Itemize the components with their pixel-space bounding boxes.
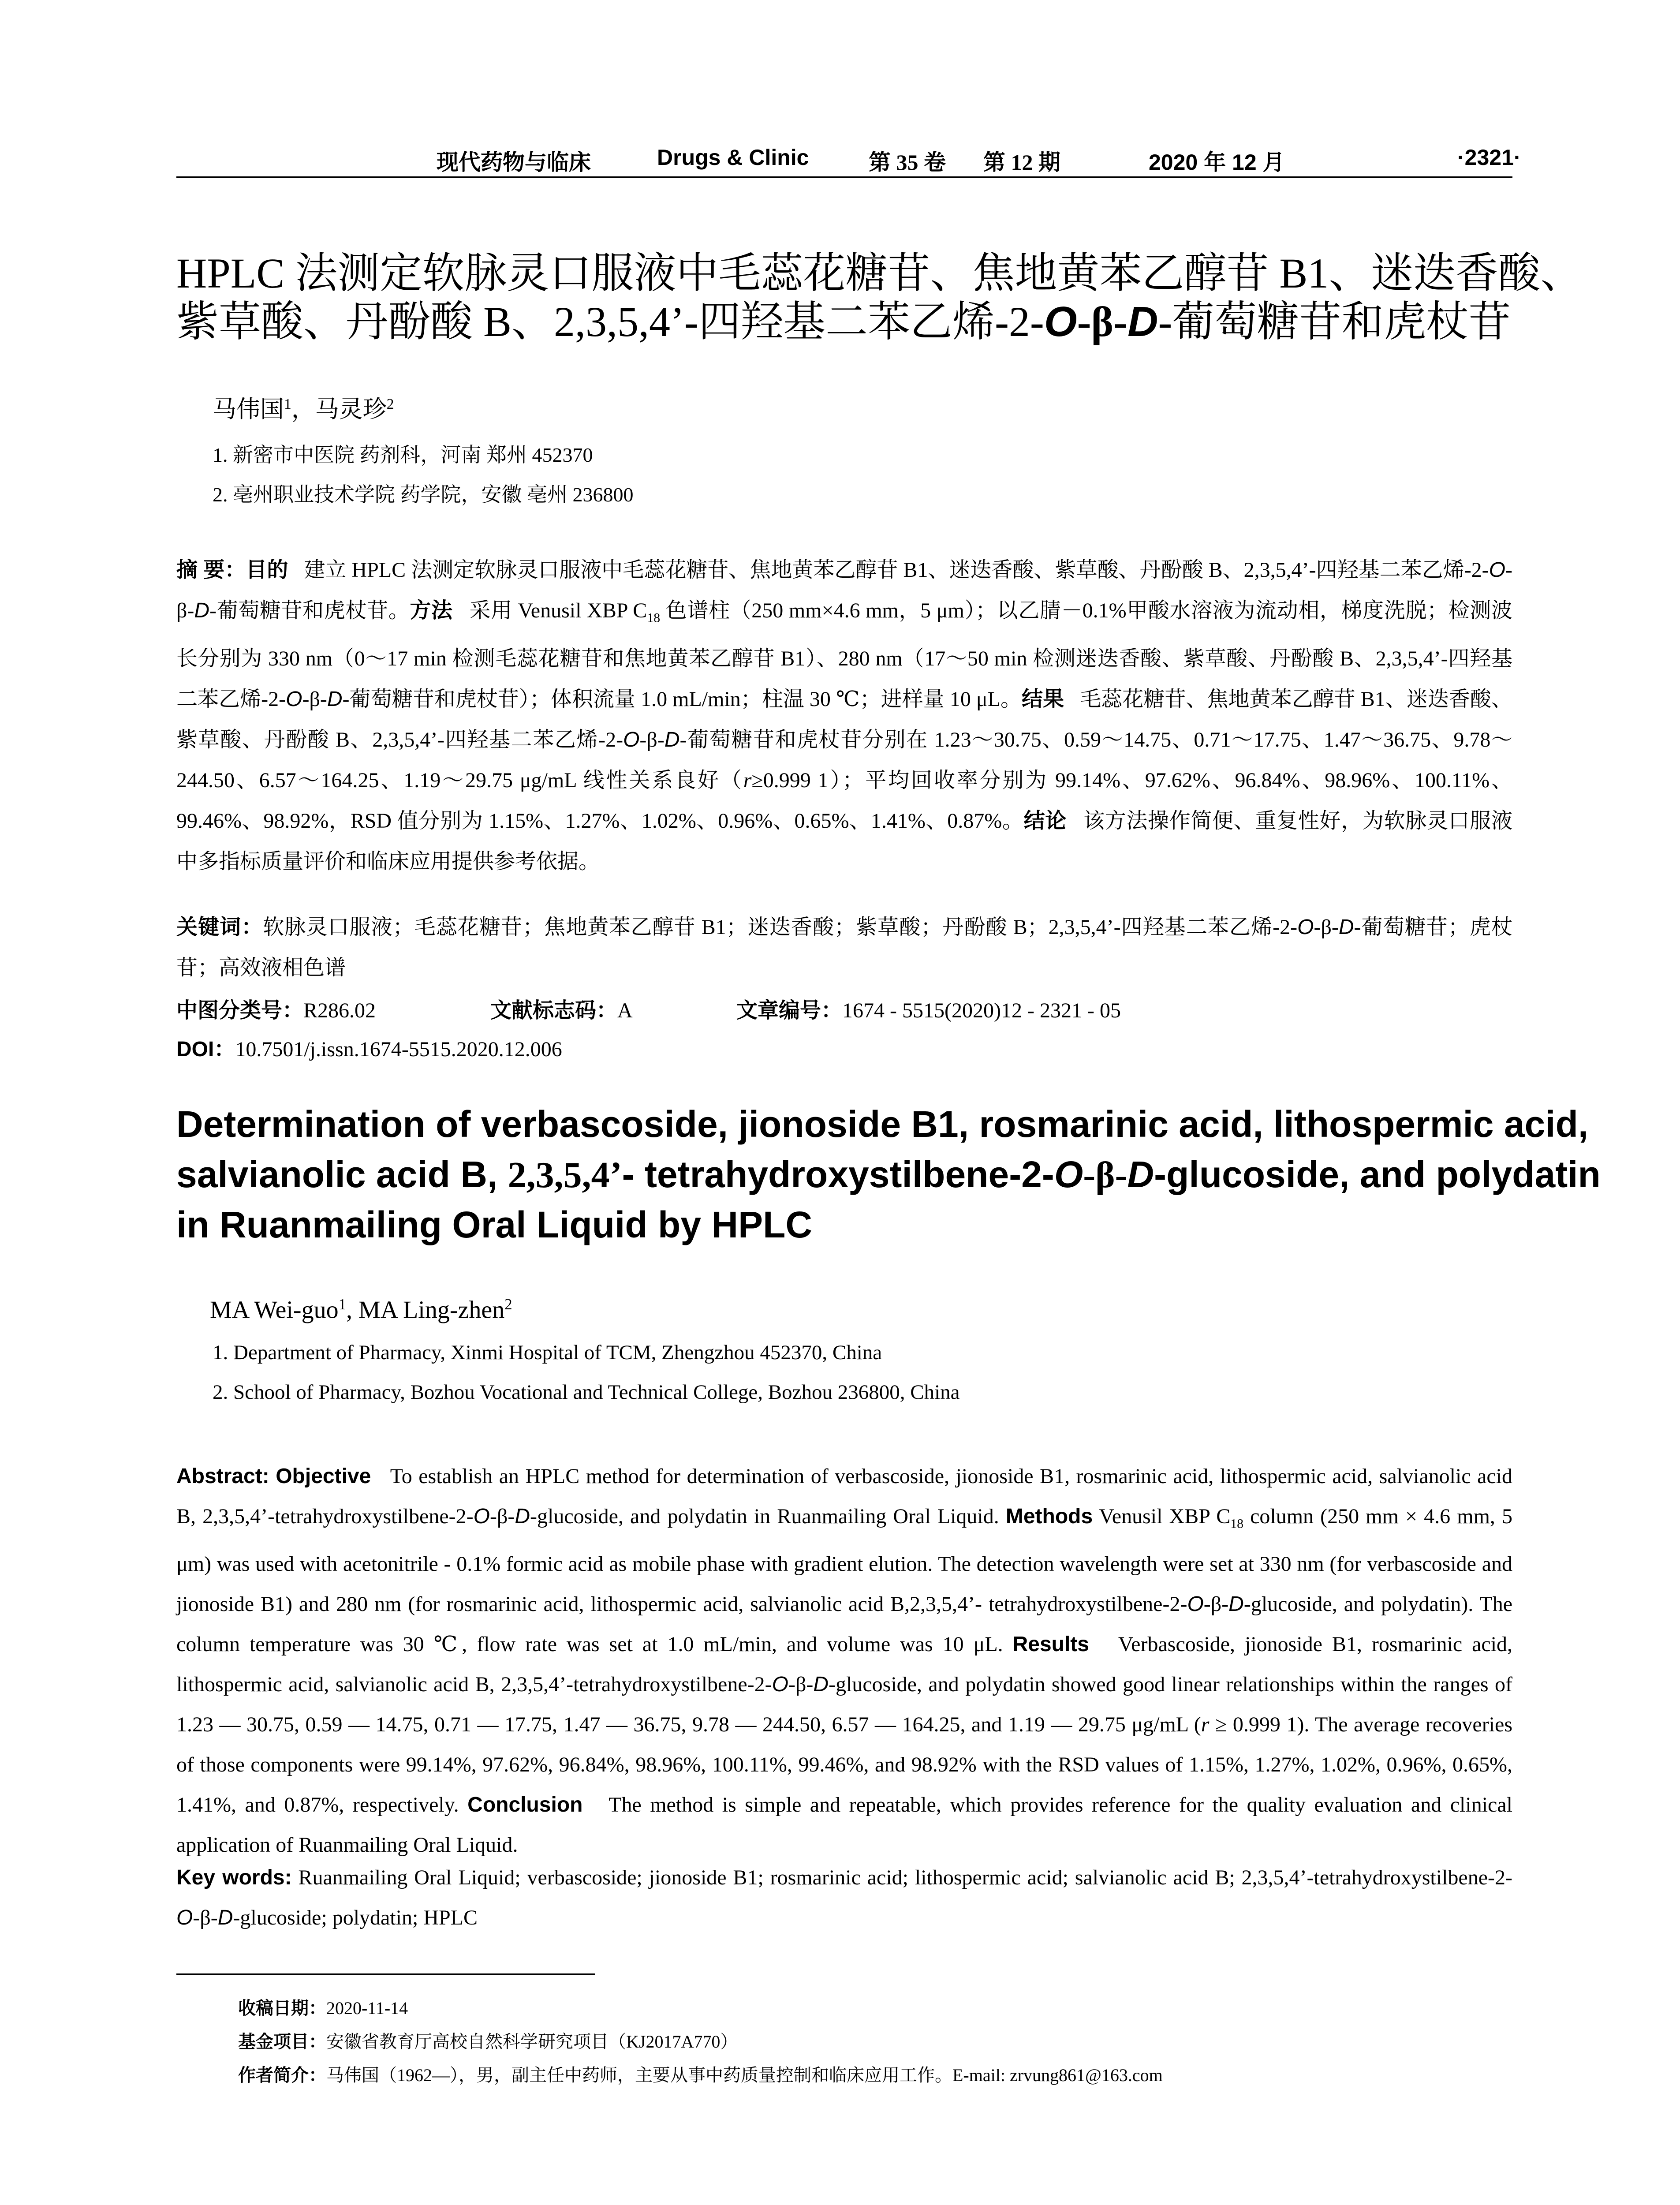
author-en-2-affiliation: 2 [504, 1296, 512, 1313]
beta: -β- [302, 687, 327, 711]
author-en-1-affiliation: 1 [338, 1296, 346, 1313]
beta: -β- [489, 1505, 515, 1528]
abstract-cn-text: -葡萄糖苷和虎杖苷。 [209, 599, 410, 622]
title-en-line-2 [176, 1149, 1601, 1200]
keywords-en-text: -glucoside; polydatin; HPLC [233, 1906, 478, 1929]
title-cn-beta: -β- [1077, 298, 1128, 345]
keywords-en-label: Key words: [176, 1866, 292, 1889]
title-en-part: salvianolic acid B, [176, 1154, 508, 1195]
title-en-italic-d: D [1127, 1154, 1154, 1195]
authors-en [210, 1296, 512, 1324]
title-cn-italic-o: O [1044, 298, 1077, 345]
abstract-cn-text: -葡萄糖苷和虎杖苷）；体积流量 1.0 mL/min；柱温 30 ℃；进样量 10 μL。 [342, 687, 1022, 711]
running-header [176, 140, 1521, 180]
title-en-part: - tetrahydroxystilbene-2- [622, 1154, 1054, 1195]
abstract-cn-text: 建立 HPLC 法测定软脉灵口服液中毛蕊花糖苷、焦地黄苯乙醇苷 B1、迷迭香酸、紫草酸、丹酚酸 B、2,3,5,4’-四羟基二苯乙烯-2- [304, 558, 1489, 582]
keywords-en-text: Ruanmailing Oral Liquid; verbascoside; jionoside B1; rosmarinic acid; lithospermic acid; salvianolic acid B; 2,3,5,4’-tetrahydroxystilbene-2- [298, 1866, 1513, 1889]
footnote-received [238, 1994, 408, 2019]
footnote-fund [238, 2028, 738, 2053]
title-cn-part: -葡萄糖苷和虎杖苷 [1158, 298, 1511, 345]
keywords-cn-text: -葡萄糖苷；虎杖苷；高效液相色谱 [176, 916, 1512, 979]
abstract-en-text: To establish an HPLC method for determination of verbascoside, jionoside B1, rosmarinic acid, lithospermic acid, salvianolic acid B, 2,3,5,4’-tetrahydroxystilbene-2- [176, 1465, 1513, 1528]
fund-label: 基金项目： [238, 2032, 326, 2052]
italic-d: D [515, 1505, 530, 1528]
issue: 第 12 期 [983, 150, 1060, 175]
abstract-en-label: Abstract: [176, 1465, 269, 1488]
abstract-en-text: -glucoside, and polydatin in Ruanmailing Oral Liquid. [530, 1505, 999, 1528]
journal-name-cn: 现代药物与临床 [437, 150, 591, 175]
journal-name-en: Drugs & Clinic [657, 145, 809, 170]
beta: -β- [639, 728, 665, 751]
volume: 第 35 卷 [869, 150, 946, 175]
title-en-beta: -β- [1083, 1155, 1127, 1196]
doi-label: DOI： [176, 1038, 235, 1061]
affiliation-en-2: 2. School of Pharmacy, Bozhou Vocational and Technical College, Bozhou 236800, China [213, 1381, 960, 1404]
author-cn-2: 马灵珍 [315, 396, 387, 422]
abstract-cn-text: 毛蕊花糖苷、焦地黄苯乙醇苷 B1、迷迭香酸、紫草酸、丹酚酸 B、2,3,5,4’-四羟基二苯乙烯-2- [176, 687, 1512, 751]
results-en-label: Results [1012, 1632, 1089, 1656]
beta: -β- [788, 1672, 814, 1696]
italic-d: D [327, 687, 343, 711]
title-en-number: 2,3,5,4’ [508, 1155, 622, 1196]
author-cn-1: 马伟国 [213, 396, 284, 422]
italic-d: D [1338, 916, 1354, 939]
doi-value: 10.7501/j.issn.1674-5515.2020.12.006 [235, 1038, 562, 1061]
bio-label: 作者简介： [238, 2066, 326, 2085]
title-en-line-3: in Ruanmailing Oral Liquid by HPLC [176, 1204, 813, 1245]
author-separator: , [346, 1296, 358, 1324]
objective-cn-label: 目的 [246, 558, 288, 582]
methods-en-label: Methods [1005, 1505, 1093, 1528]
author-cn-2-affiliation: 2 [386, 396, 394, 412]
abstract-en-text: The method is simple and repeatable, which provides reference for the quality evaluation and clinical application of Ruanmailing Oral Liquid. [176, 1793, 1513, 1857]
abstract-en-text: -glucoside, and polydatin showed good linear relationships within the ranges of 1.23 — 30.75, 0.59 — 14.75, 0.71 — 17.75, 1.47 — 36.75, 9.78 — 244.50, 6.57 — 164.25, and 1.19 — 29.75 μg/mL ( [176, 1672, 1513, 1736]
footnote-author-bio [238, 2061, 1163, 2086]
fund-text: 安徽省教育厅高校自然科学研究项目（KJ2017A770） [326, 2032, 738, 2052]
italic-d: D [664, 728, 680, 751]
subscript: 18 [647, 610, 661, 625]
author-en-2: MA Ling-zhen [358, 1296, 505, 1324]
clc-label: 中图分类号： [176, 999, 304, 1022]
header-rule [176, 176, 1512, 178]
affiliation-en-1: 1. Department of Pharmacy, Xinmi Hospital of TCM, Zhengzhou 452370, China [213, 1341, 882, 1364]
author-cn-1-affiliation: 1 [284, 396, 291, 412]
subscript: 18 [1230, 1516, 1243, 1531]
abstract-en [176, 1456, 1512, 1865]
affiliation-cn-1: 1. 新密市中医院 药剂科，河南 郑州 452370 [213, 444, 593, 466]
italic-o: O [1297, 916, 1314, 939]
article-number [736, 993, 1121, 1024]
results-cn-label: 结果 [1022, 687, 1064, 711]
title-cn-line-1-text: HPLC 法测定软脉灵口服液中毛蕊花糖苷、焦地黄苯乙醇苷 B1、迷迭香酸、 [176, 250, 1583, 297]
art-label: 文章编号： [736, 999, 843, 1022]
keywords-cn-text: 软脉灵口服液；毛蕊花糖苷；焦地黄苯乙醇苷 B1；迷迭香酸；紫草酸；丹酚酸 B；2,3,5,4’-四羟基二苯乙烯-2- [263, 916, 1298, 939]
beta: -β- [1203, 1592, 1229, 1616]
beta: -β- [176, 558, 1512, 622]
page-number: ·2321· [1457, 145, 1521, 170]
beta: -β- [193, 1906, 218, 1929]
received-label: 收稿日期： [238, 1999, 326, 2018]
italic-o: O [772, 1672, 788, 1696]
authors-cn [213, 390, 394, 424]
abstract-cn-text: 色谱柱（250 mm×4.6 mm，5 μm）；以乙腈－0.1%甲酸水溶液为流动相，梯度洗脱；检测波长分别为 330 nm（0～17 min 检测毛蕊花糖苷和焦地黄苯乙醇苷 B1）、280 nm（17～50 min 检测迷迭香酸、紫草酸、丹酚酸 B、2,3,5,4’-四羟基二苯乙烯-2- [176, 599, 1512, 711]
italic-o: O [176, 1906, 193, 1929]
art-value: 1674 - 5515(2020)12 - 2321 - 05 [842, 999, 1121, 1022]
doi-line [176, 1032, 562, 1062]
italic-o: O [623, 728, 640, 751]
issue-date: 2020 年 12 月 [1149, 150, 1285, 175]
objective-en-label: Objective [276, 1465, 371, 1488]
clc-value: R286.02 [303, 999, 376, 1022]
italic-r: r [743, 768, 752, 792]
conclusion-cn-label: 结论 [1023, 809, 1067, 833]
abstract-en-text: Venusil XBP C [1099, 1505, 1231, 1528]
italic-d: D [194, 599, 210, 622]
received-date: 2020-11-14 [326, 1998, 408, 2018]
abstract-cn-text: 采用 Venusil XBP C [469, 599, 647, 622]
abstract-cn-text: ≥0.999 1）；平均回收率分别为 99.14%、97.62%、96.84%、98.96%、100.11%、99.46%、98.92%，RSD 值分别为 1.15%、1.27%、1.02%、0.96%、0.65%、1.41%、0.87%。 [176, 768, 1512, 833]
italic-r: r [1201, 1712, 1210, 1736]
doc-value: A [617, 999, 633, 1022]
conclusion-en-label: Conclusion [467, 1793, 583, 1816]
keywords-cn [176, 907, 1512, 988]
italic-o: O [473, 1505, 490, 1528]
classification-line [176, 993, 376, 1024]
bio-text: 马伟国（1962—），男，副主任中药师，主要从事中药质量控制和临床应用工作。E-mail: zrvung861@163.com [326, 2065, 1163, 2085]
title-cn-line-2 [176, 295, 1521, 348]
document-code [490, 993, 633, 1024]
keywords-en [176, 1857, 1512, 1938]
abstract-en-text: column (250 mm × 4.6 mm, 5 μm) was used with acetonitrile - 0.1% formic acid as mobile phase with gradient elution. The detection wavelength were set at 330 nm (for verbascoside and jionoside B1) and 280 nm (for rosmarinic acid, lithospermic acid, salvianolic acid B,2,3,5,4’- tetrahydroxystilbene-2- [176, 1505, 1513, 1616]
abstract-cn [176, 550, 1512, 882]
author-en-1: MA Wei-guo [210, 1296, 339, 1324]
italic-d: D [217, 1906, 233, 1929]
abstract-cn-label: 摘 要： [176, 558, 246, 582]
italic-d: D [1228, 1592, 1244, 1616]
author-separator: ， [291, 396, 315, 422]
title-cn-italic-d: D [1127, 298, 1158, 345]
abstract-en-text: ≥ 0.999 1). The average recoveries of those components were 99.14%, 97.62%, 96.84%, 98.96%, 100.11%, 99.46%, and 98.92% with the RSD values of 1.15%, 1.27%, 1.02%, 0.96%, 0.65%, 1.41%, and 0.87%, respectively. [176, 1712, 1512, 1816]
doc-label: 文献标志码： [490, 999, 618, 1022]
methods-cn-label: 方法 [410, 599, 453, 622]
italic-d: D [813, 1672, 829, 1696]
abstract-cn-text: -葡萄糖苷和虎杖苷分别在 1.23～30.75、0.59～14.75、0.71～17.75、1.47～36.75、9.78～244.50、6.57～164.25、1.19～29.75 μg/mL 线性关系良好（ [176, 728, 1512, 792]
italic-o: O [1489, 558, 1506, 582]
keywords-cn-label: 关键词： [176, 916, 263, 939]
affiliation-cn-2: 2. 亳州职业技术学院 药学院，安徽 亳州 236800 [213, 483, 634, 506]
title-cn-line-1 [176, 247, 1583, 300]
footnote-rule [176, 1973, 595, 1975]
title-en-italic-o: O [1054, 1154, 1083, 1195]
italic-o: O [1187, 1592, 1204, 1616]
title-en-line-1: Determination of verbascoside, jionoside B1, rosmarinic acid, lithospermic acid, [176, 1103, 1589, 1145]
italic-o: O [286, 687, 302, 711]
beta: -β- [1314, 916, 1339, 939]
title-en-part: -glucoside, and polydatin [1154, 1154, 1601, 1195]
abstract-cn-text: 该方法操作简便、重复性好，为软脉灵口服液中多指标质量评价和临床应用提供参考依据。 [176, 809, 1512, 873]
abstract-en-text: Verbascoside, jionoside B1, rosmarinic acid, lithospermic acid, salvianolic acid B, 2,3,5,4’-tetrahydroxystilbene-2- [176, 1632, 1513, 1696]
title-cn-part: 紫草酸、丹酚酸 B、2,3,5,4’-四羟基二苯乙烯-2- [176, 298, 1044, 345]
abstract-en-text: -glucoside, and polydatin). The column temperature was 30 ℃, flow rate was set at 1.0 mL/min, and volume was 10 μL. [176, 1592, 1512, 1656]
